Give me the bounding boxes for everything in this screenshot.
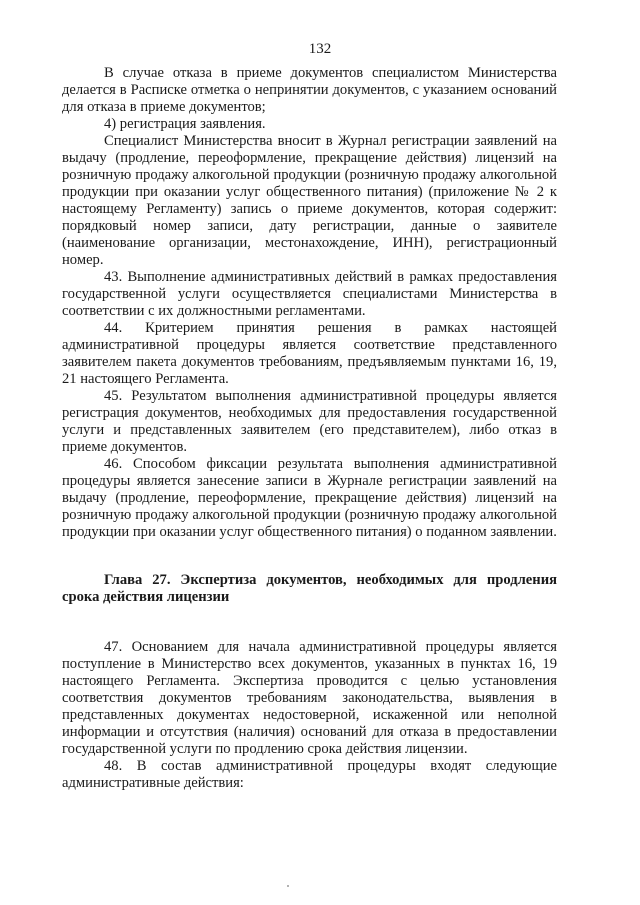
scan-speck <box>287 885 289 887</box>
paragraph-journal-entry: Специалист Министерства вносит в Журнал регистрации заявлений на выдачу (продление, переоформление, прекращение действия) лицензий на розничную продажу алкогольной продукции (розничную продажу алкогольной продукции при оказании услуг общественного питания) (приложение № 2 к настоящему Регламенту) запись о приеме документов, которая содержит: порядковый номер записи, дату регистрации, данные о заявителе (наименование организации, местонахождение, ИНН), регистрационный номер. <box>62 133 557 268</box>
page-number: 132 <box>308 41 332 57</box>
paragraph-refusal-note: В случае отказа в приеме документов специалистом Министерства делается в Расписке отметка о непринятии документов, с указанием оснований для отказа в приеме документов; <box>62 65 557 115</box>
paragraph-item-4: 4) регистрация заявления. <box>104 116 266 132</box>
paragraph-47: 47. Основанием для начала административной процедуры является поступление в Министерство всех документов, указанных в пунктах 16, 19 настоящего Регламента. Экспертиза проводится с целью установления соответствия документов требованиям законодательства, выявления в представленных документах недостоверной, искаженной или неполной информации и отсутствия (наличия) оснований для отказа в предоставлении государственной услуги по продлению срока действия лицензии. <box>62 639 557 757</box>
document-body <box>62 65 557 792</box>
paragraph-43: 43. Выполнение административных действий в рамках предоставления государственной услуги осуществляется специалистами Министерства в соответствии с их должностными регламентами. <box>62 269 557 319</box>
paragraph-45: 45. Результатом выполнения административной процедуры является регистрация документов, необходимых для предоставления государственной услуги и представленных заявителем (его представителем), либо отказ в приеме документов. <box>62 388 557 455</box>
paragraph-44: 44. Критерием принятия решения в рамках настоящей административной процедуры является соответствие представленного заявителем пакета документов требованиям, предъявляемым пунктами 16, 19, 21 настоящего Регламента. <box>62 320 557 387</box>
chapter-heading: Глава 27. Экспертиза документов, необходимых для продления срока действия лицензии <box>62 572 557 605</box>
paragraph-48: 48. В состав административной процедуры входят следующие административные действия: <box>62 758 557 791</box>
paragraph-46: 46. Способом фиксации результата выполнения административной процедуры является занесение записи в Журнале регистрации заявлений на выдачу (продление, переоформление, прекращение действия) лицензий на розничную продажу алкогольной продукции (розничную продажу алкогольной продукции при оказании услуг общественного питания) о поданном заявлении. <box>62 456 557 540</box>
